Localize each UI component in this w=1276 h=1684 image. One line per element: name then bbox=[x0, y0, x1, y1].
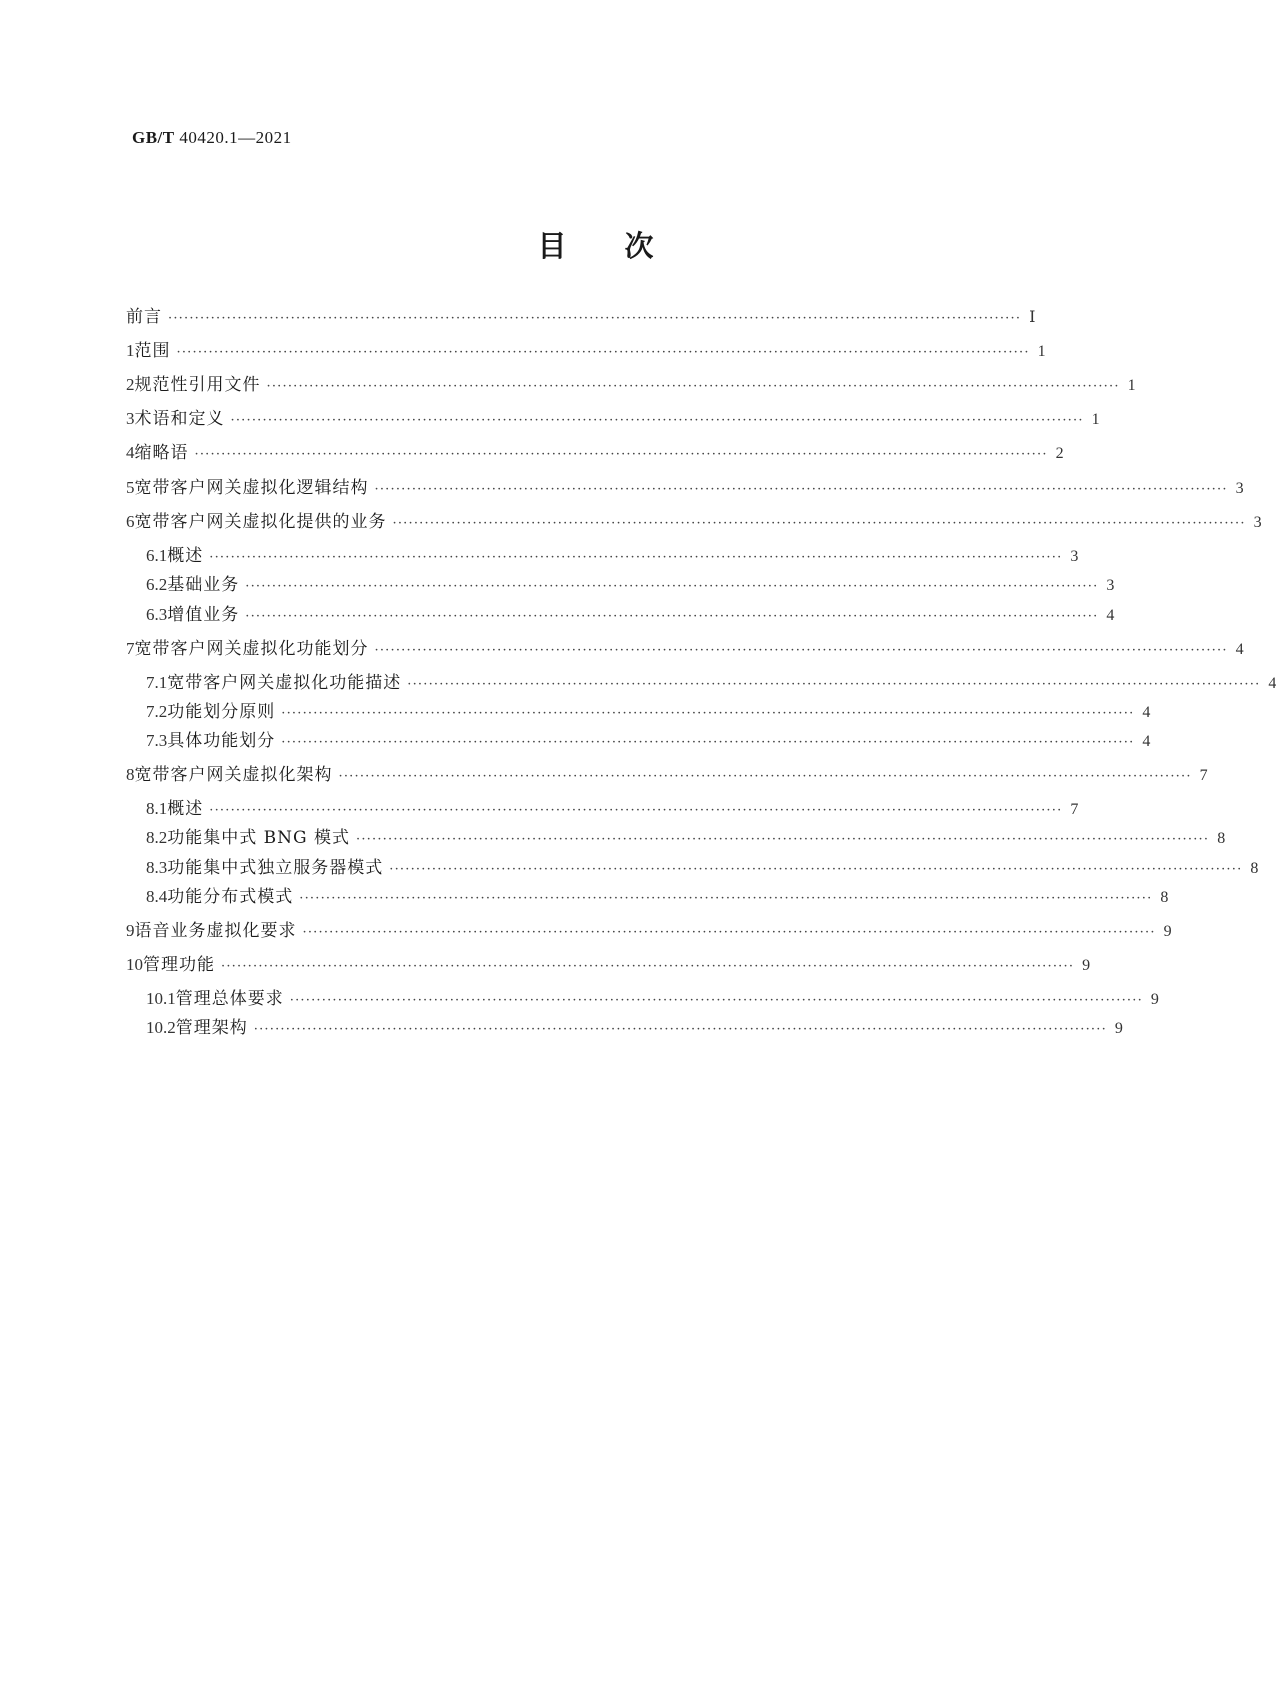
toc-leader-dots: ································································································································································ bbox=[374, 643, 1228, 658]
toc-entry bbox=[126, 953, 1091, 977]
toc-leader-dots: ································································································································································ bbox=[168, 311, 1022, 326]
toc-number: 7.3 bbox=[146, 731, 168, 750]
toc-label: 宽带客户网关虚拟化功能描述 bbox=[167, 673, 402, 693]
toc-page-number: 9 bbox=[1150, 991, 1159, 1008]
toc-page-number: 2 bbox=[1055, 445, 1064, 462]
toc-number: 10 bbox=[126, 955, 143, 974]
toc-number: 10.1 bbox=[146, 989, 176, 1008]
toc-leader-dots: ································································································································································ bbox=[392, 516, 1246, 531]
toc-leader-dots: ································································································································································ bbox=[374, 482, 1228, 497]
toc-row[interactable] bbox=[0, 441, 1191, 465]
toc-label: 管理总体要求 bbox=[175, 989, 284, 1009]
toc-entry bbox=[146, 544, 1079, 568]
toc-entry bbox=[126, 637, 1244, 661]
toc-number: 8.4 bbox=[146, 887, 168, 906]
toc-label: 范围 bbox=[134, 341, 171, 361]
toc-label: 规范性引用文件 bbox=[134, 375, 261, 395]
toc-label: 宽带客户网关虚拟化功能划分 bbox=[134, 639, 369, 659]
toc-page-number: 7 bbox=[1199, 767, 1208, 784]
toc-label: 功能集中式独立服务器模式 bbox=[167, 858, 384, 878]
toc-page-number: 4 bbox=[1106, 607, 1115, 624]
toc-label: 概述 bbox=[167, 799, 204, 819]
toc-number: 6.2 bbox=[146, 575, 168, 594]
toc-entry bbox=[146, 700, 1151, 724]
toc-leader-dots: ································································································································································ bbox=[176, 345, 1030, 360]
toc-number: 4 bbox=[126, 443, 135, 462]
toc-label: 基础业务 bbox=[167, 575, 240, 595]
toc-number: 7 bbox=[126, 639, 135, 658]
toc-row[interactable] bbox=[0, 826, 1226, 850]
toc-label: 概述 bbox=[167, 546, 204, 566]
toc-number: 8.3 bbox=[146, 858, 168, 877]
toc-entry bbox=[126, 339, 1046, 363]
toc-label: 语音业务虚拟化要求 bbox=[134, 921, 297, 941]
toc-row[interactable] bbox=[0, 373, 1191, 397]
toc-entry bbox=[126, 919, 1172, 943]
toc-label: 管理架构 bbox=[175, 1018, 248, 1038]
toc-entry bbox=[146, 987, 1159, 1011]
toc-entry bbox=[126, 441, 1064, 465]
toc-label: 功能分布式模式 bbox=[167, 887, 294, 907]
toc-label: 功能划分原则 bbox=[167, 702, 276, 722]
toc-leader-dots: ································································································································································ bbox=[221, 959, 1075, 974]
toc-page-number: 7 bbox=[1070, 801, 1079, 818]
toc-number: 9 bbox=[126, 921, 135, 940]
toc-row[interactable] bbox=[0, 953, 1191, 977]
toc-leader-dots: ································································································································································ bbox=[230, 413, 1084, 428]
toc-number: 3 bbox=[126, 409, 135, 428]
toc-number: 7.1 bbox=[146, 673, 168, 692]
toc-label: 管理功能 bbox=[143, 955, 215, 975]
toc-entry bbox=[146, 603, 1115, 627]
toc-entry bbox=[126, 510, 1262, 534]
toc-entry bbox=[146, 1016, 1123, 1040]
toc-number: 7.2 bbox=[146, 702, 168, 721]
toc-entry bbox=[146, 826, 1226, 850]
toc-entry bbox=[126, 305, 1036, 329]
toc-row[interactable] bbox=[0, 305, 1191, 329]
toc-row[interactable] bbox=[0, 637, 1244, 661]
toc-label: 前言 bbox=[126, 307, 162, 327]
toc-entry bbox=[146, 885, 1169, 909]
toc-row[interactable] bbox=[0, 339, 1191, 363]
toc-label: 术语和定义 bbox=[134, 409, 225, 429]
toc-leader-dots: ································································································································································ bbox=[302, 925, 1156, 940]
toc-row[interactable] bbox=[0, 1016, 1191, 1040]
toc-row[interactable] bbox=[0, 763, 1208, 787]
toc-label: 宽带客户网关虚拟化架构 bbox=[134, 765, 333, 785]
toc-leader-dots: ································································································································································ bbox=[245, 579, 1099, 594]
toc-page-number: 3 bbox=[1106, 577, 1115, 594]
toc-row[interactable] bbox=[0, 671, 1276, 695]
toc-row[interactable] bbox=[0, 885, 1191, 909]
toc-leader-dots: ································································································································································ bbox=[281, 735, 1135, 750]
toc-label: 宽带客户网关虚拟化逻辑结构 bbox=[134, 478, 369, 498]
toc-page-number: 9 bbox=[1082, 957, 1091, 974]
page-title: 目次 bbox=[537, 229, 712, 263]
toc-row[interactable] bbox=[0, 603, 1191, 627]
toc-leader-dots: ································································································································································ bbox=[281, 706, 1135, 721]
toc-number: 8.2 bbox=[146, 828, 168, 847]
toc-row[interactable] bbox=[0, 919, 1191, 943]
toc-leader-dots: ································································································································································ bbox=[253, 1022, 1107, 1037]
toc-row[interactable] bbox=[0, 407, 1191, 431]
toc-leader-dots: ································································································································································ bbox=[338, 769, 1192, 784]
toc-page-number: 1 bbox=[1091, 411, 1100, 428]
toc-row[interactable] bbox=[0, 987, 1191, 1011]
toc-entry bbox=[146, 797, 1079, 821]
toc-page-number: 1 bbox=[1127, 377, 1136, 394]
toc-row[interactable] bbox=[0, 729, 1191, 753]
toc-leader-dots: ································································································································································ bbox=[356, 832, 1210, 847]
toc-number: 10.2 bbox=[146, 1018, 176, 1037]
toc-page-number: 4 bbox=[1142, 733, 1151, 750]
toc-page-number: 8 bbox=[1217, 830, 1226, 847]
toc-page-number: 3 bbox=[1070, 548, 1079, 565]
toc-leader-dots: ································································································································································ bbox=[407, 677, 1261, 692]
toc-label: 功能集中式 BNG 模式 bbox=[167, 828, 351, 848]
toc-row[interactable] bbox=[0, 573, 1191, 597]
toc-number: 6.1 bbox=[146, 546, 168, 565]
toc-page-number: 4 bbox=[1268, 675, 1276, 692]
toc-number: 6 bbox=[126, 512, 135, 531]
toc-number: 1 bbox=[126, 341, 135, 360]
toc-leader-dots: ································································································································································ bbox=[194, 447, 1048, 462]
toc-page-number: 3 bbox=[1235, 480, 1244, 497]
toc-number: 8.1 bbox=[146, 799, 168, 818]
toc-entry bbox=[146, 573, 1115, 597]
toc-number: 6.3 bbox=[146, 605, 168, 624]
toc-row[interactable] bbox=[0, 544, 1191, 568]
toc-page-number: 9 bbox=[1114, 1020, 1123, 1037]
toc-leader-dots: ································································································································································ bbox=[209, 803, 1063, 818]
toc-leader-dots: ································································································································································ bbox=[266, 379, 1120, 394]
toc-leader-dots: ································································································································································ bbox=[245, 609, 1099, 624]
toc-row[interactable] bbox=[0, 797, 1191, 821]
toc-entry bbox=[126, 407, 1100, 431]
toc-page-number: 1 bbox=[1037, 343, 1046, 360]
toc-row[interactable] bbox=[0, 856, 1259, 880]
toc-page-number: 8 bbox=[1250, 860, 1259, 877]
toc-page-number: 4 bbox=[1235, 641, 1244, 658]
toc-entry bbox=[126, 763, 1208, 787]
toc-number: 5 bbox=[126, 478, 135, 497]
toc-leader-dots: ································································································································································ bbox=[299, 891, 1153, 906]
toc-entry bbox=[126, 373, 1136, 397]
toc-number: 2 bbox=[126, 375, 135, 394]
toc-label: 缩略语 bbox=[134, 443, 189, 463]
standard-code-number: 40420.1—2021 bbox=[179, 128, 292, 147]
toc-row[interactable] bbox=[0, 510, 1262, 534]
toc-entry bbox=[146, 729, 1151, 753]
toc-label: 宽带客户网关虚拟化提供的业务 bbox=[134, 512, 387, 532]
toc-page-number: 8 bbox=[1160, 889, 1169, 906]
toc-label: 增值业务 bbox=[167, 605, 240, 625]
toc-page-number: Ⅰ bbox=[1029, 309, 1036, 326]
toc-leader-dots: ································································································································································ bbox=[389, 862, 1243, 877]
toc-page-number: 4 bbox=[1142, 704, 1151, 721]
toc-page-number: 9 bbox=[1163, 923, 1172, 940]
toc-leader-dots: ································································································································································ bbox=[289, 993, 1143, 1008]
standard-code-prefix: GB/T bbox=[132, 128, 175, 147]
toc-entry bbox=[126, 476, 1244, 500]
toc-leader-dots: ································································································································································ bbox=[209, 550, 1063, 565]
toc-page-number: 3 bbox=[1253, 514, 1262, 531]
toc-entry bbox=[146, 856, 1259, 880]
toc-entry bbox=[146, 671, 1276, 695]
toc-row[interactable] bbox=[0, 476, 1244, 500]
toc-row[interactable] bbox=[0, 700, 1191, 724]
toc-label: 具体功能划分 bbox=[167, 731, 276, 751]
toc-number: 8 bbox=[126, 765, 135, 784]
